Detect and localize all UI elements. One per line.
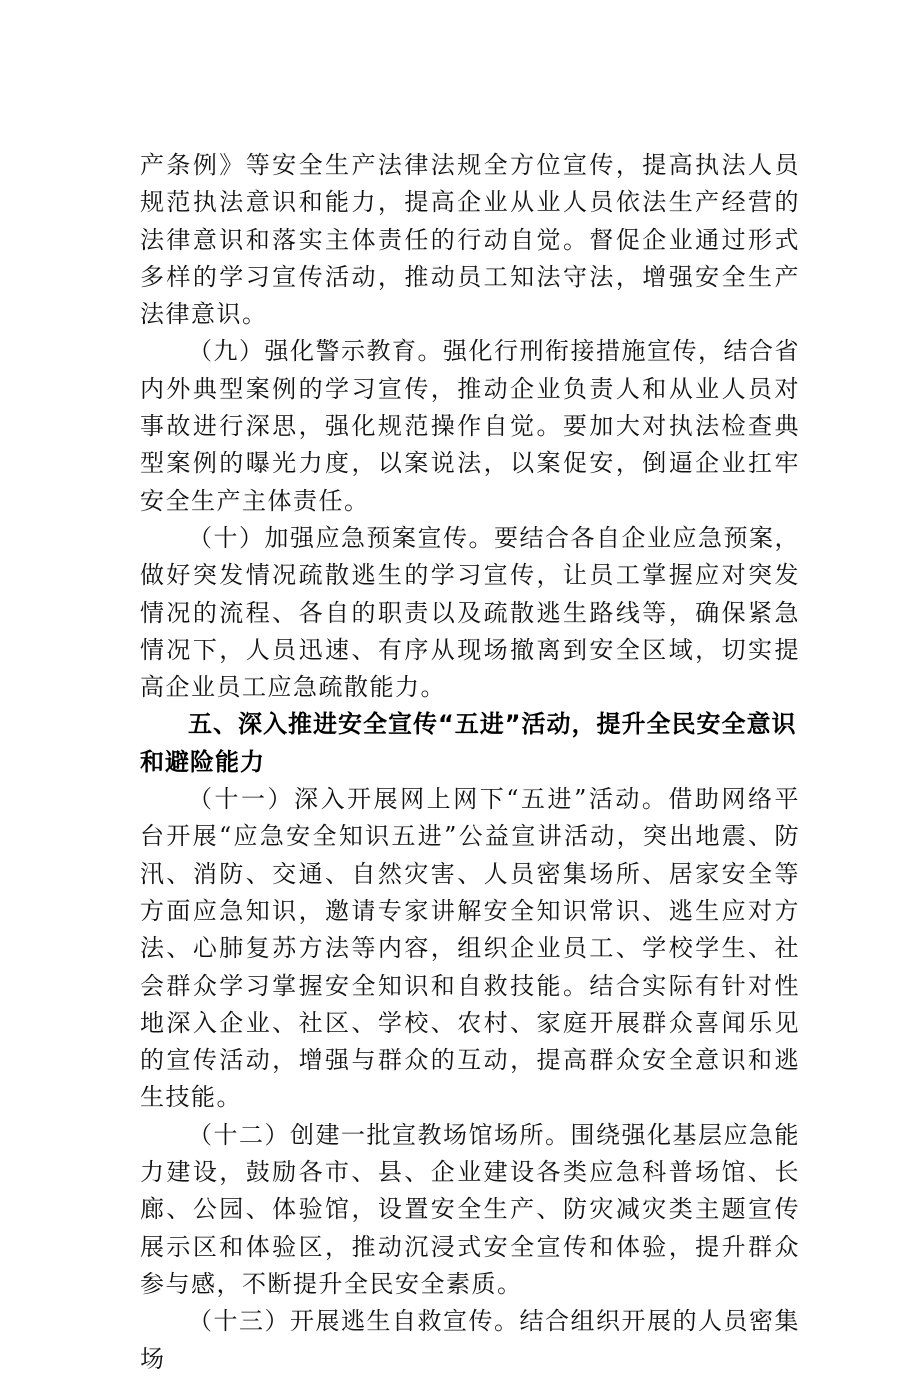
- paragraph-five-entries-activity: （十一）深入开展网上网下“五进”活动。借助网络平台开展“应急安全知识五进”公益宣讲活动，突出地震、防汛、消防、交通、自然灾害、人员密集场所、居家安全等方面应急知识，邀请专家讲解安全知识常识、逃生应对方法、心肺复苏方法等内容，组织企业员工、学校学生、社会群众学习掌握安全知识和自救技能。结合实际有针对性地深入企业、社区、学校、农村、家庭开展群众喜闻乐见的宣传活动，增强与群众的互动，提高群众安全意识和逃生技能。: [140, 785, 800, 1112]
- paragraph-escape-self-rescue: （十三）开展逃生自救宣传。结合组织开展的人员密集场: [140, 1307, 800, 1373]
- section-heading-five: 五、深入推进安全宣传“五进”活动，提升全民安全意识和避险能力: [140, 710, 797, 776]
- document-body: [140, 147, 800, 1378]
- paragraph-education-venues: （十二）创建一批宣教场馆场所。围绕强化基层应急能力建设，鼓励各市、县、企业建设各类应急科普场馆、长廊、公园、体验馆，设置安全生产、防灾减灾类主题宣传展示区和体验区，推动沉浸式安全宣传和体验，提升群众参与感，不断提升全民安全素质。: [140, 1120, 800, 1298]
- paragraph-emergency-plan: （十）加强应急预案宣传。要结合各自企业应急预案，做好突发情况疏散逃生的学习宣传，让员工掌握应对突发情况的流程、各自的职责以及疏散逃生路线等，确保紧急情况下，人员迅速、有序从现场撤离到安全区域，切实提高企业员工应急疏散能力。: [140, 523, 800, 702]
- paragraph-law-publicity: 产条例》等安全生产法律法规全方位宣传，提高执法人员规范执法意识和能力，提高企业从业人员依法生产经营的法律意识和落实主体责任的行动自觉。督促企业通过形式多样的学习宣传活动，推动员工知法守法，增强安全生产法律意识。: [140, 151, 800, 329]
- paragraph-warning-education: （九）强化警示教育。强化行刑衔接措施宣传，结合省内外典型案例的学习宣传，推动企业负责人和从业人员对事故进行深思，强化规范操作自觉。要加大对执法检查典型案例的曝光力度，以案说法，以案促安，倒逼企业扛牢安全生产主体责任。: [140, 337, 800, 515]
